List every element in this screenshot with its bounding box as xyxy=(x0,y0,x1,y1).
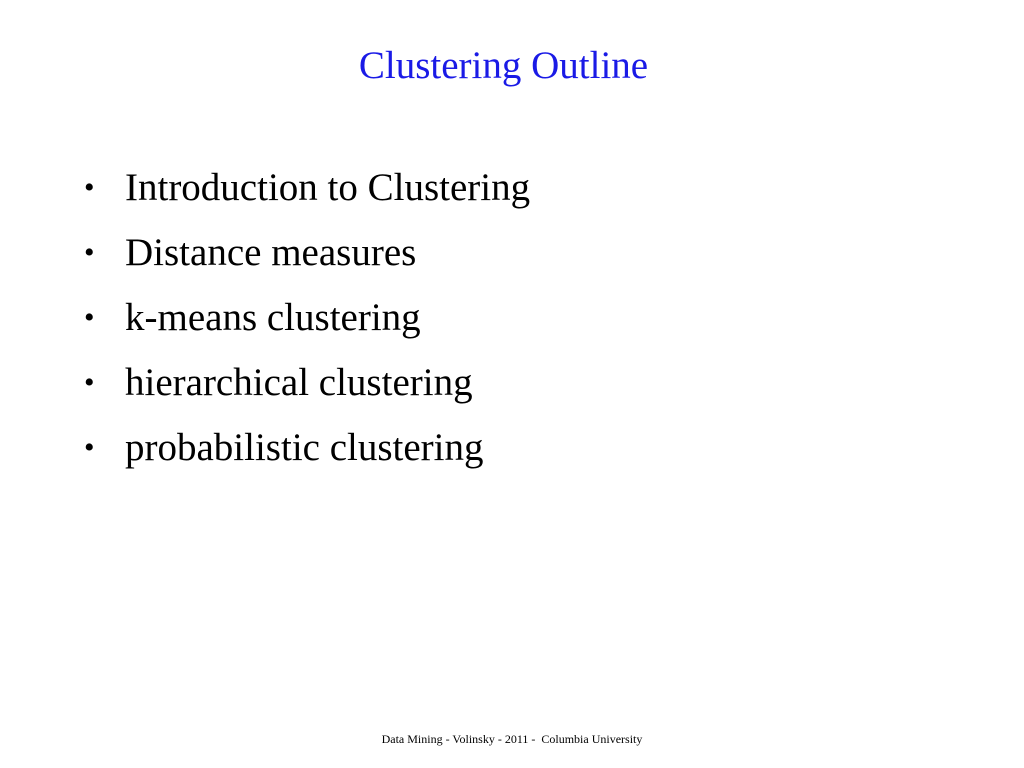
slide-footer: Data Mining - Volinsky - 2011 - Columbia University xyxy=(381,732,643,746)
bullet-marker: • xyxy=(84,171,95,204)
slide-title: Clustering Outline xyxy=(358,44,649,87)
bullet-marker: • xyxy=(84,236,95,269)
bullet-text: probabilistic clustering xyxy=(125,426,484,469)
bullet-text: hierarchical clustering xyxy=(125,361,473,404)
bullet-marker: • xyxy=(84,366,95,399)
bullet-text: Introduction to Clustering xyxy=(125,166,531,209)
bullet-text: Distance measures xyxy=(125,231,417,274)
bullet-text: k-means clustering xyxy=(125,296,421,339)
bullet-marker: • xyxy=(84,301,95,334)
bullet-marker: • xyxy=(84,431,95,464)
